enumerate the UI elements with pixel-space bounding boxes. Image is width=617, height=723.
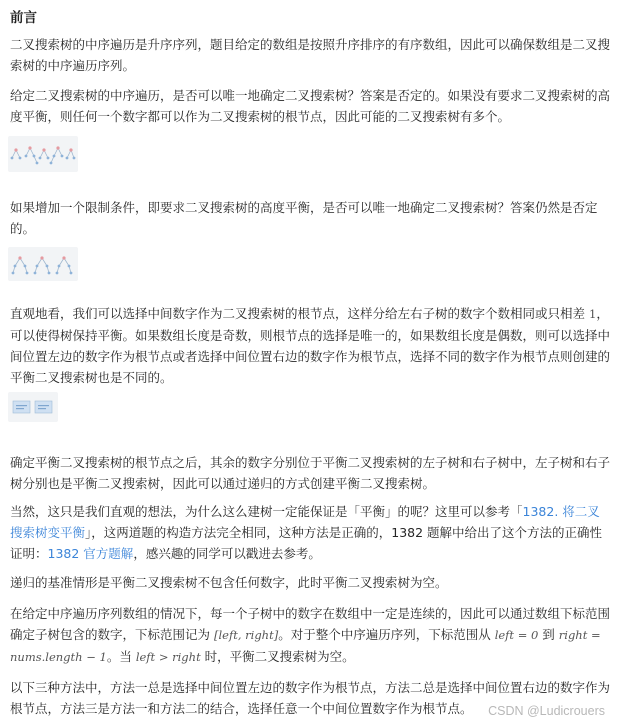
index-range-text-c: 到 (538, 627, 559, 642)
reference-text-c: ，感兴趣的同学可以戳进去参考。 (133, 546, 321, 561)
index-range-text-b: 。对于整个中序遍历序列，下标范围从 (278, 627, 495, 642)
middle-root-text-b: ，可以使得树保持平衡。如果数组长度是奇数，则根节点的选择是唯一的，如果数组长度是偶数，则可以选择中间位置左边的数字作为根节点或者选择中间位置右边的数字作为根节点，选择不同的数字作为根节点则创建的平衡二叉搜索树也是不同的。 (10, 306, 611, 385)
array-diagram-icon (8, 392, 58, 422)
math-one: 1 (588, 307, 597, 321)
paragraph-height-balance: 如果增加一个限制条件，即要求二叉搜索树的高度平衡，是否可以唯一地确定二叉搜索树？答案仍然是否定的。 (10, 200, 598, 236)
middle-root-text-a: 直观地看，我们可以选择中间数字作为二叉搜索树的根节点，这样分给左右子树的数字个数相同或只相差 (10, 306, 589, 321)
math-range: [left, right] (213, 628, 279, 642)
section-heading: 前言 (10, 10, 37, 26)
paragraph-reference (10, 501, 610, 564)
link-1382-official-solution[interactable]: 1382 官方题解 (47, 546, 134, 561)
tree-diagram-icon (8, 136, 78, 172)
link-1382-balance-bst[interactable]: 1382. 将二叉搜索树变平衡 (10, 504, 600, 540)
index-range-text-e: 时，平衡二叉搜索树为空。 (200, 649, 355, 664)
tree-diagram-thumbnail-2[interactable] (8, 247, 78, 281)
tree-diagram-icon (8, 247, 78, 281)
math-left-gt-right: left > right (135, 650, 201, 664)
paragraph-inorder: 二叉搜索树的中序遍历是升序序列，题目给定的数组是按照升序排序的有序数组，因此可以确保数组是二叉搜索树的中序遍历序列。 (10, 37, 611, 73)
paragraph-base-case: 递归的基准情形是平衡二叉搜索树不包含任何数字，此时平衡二叉搜索树为空。 (10, 575, 448, 590)
reference-text-b: 」，这两道题的构造方法完全相同，这种方法是正确的，1382 题解中给出了这个方法的正确性证明： (10, 525, 603, 561)
paragraph-three-methods: 以下三种方法中，方法一总是选择中间位置左边的数字作为根节点，方法二总是选择中间位置右边的数字作为根节点，方法三是方法一和方法二的结合，选择任意一个中间位置数字作为根节点。 (10, 680, 611, 716)
diagram-thumbnail-3[interactable] (8, 392, 58, 422)
reference-text-a: 当然，这只是我们直观的想法，为什么这么建树一定能保证是「平衡」的呢？这里可以参考「 (10, 504, 523, 519)
index-range-text-a: 在给定中序遍历序列数组的情况下，每一个子树中的数字在数组中一定是连续的，因此可以通过数组下标范围确定子树包含的数字，下标范围记为 (10, 606, 611, 642)
paragraph-index-range (10, 603, 610, 668)
math-right-length: right = nums.length − 1 (10, 628, 601, 664)
paragraph-uniqueness: 给定二叉搜索树的中序遍历，是否可以唯一地确定二叉搜索树？答案是否定的。如果没有要求二叉搜索树的高度平衡，则任何一个数字都可以作为二叉搜索树的根节点，因此可能的二叉搜索树有多个。 (10, 88, 611, 124)
paragraph-middle-root (10, 303, 610, 388)
tree-diagram-thumbnail-1[interactable] (8, 136, 78, 172)
csdn-watermark: CSDN @Ludicrouers (488, 704, 605, 718)
math-left-zero: left = 0 (494, 628, 539, 642)
paragraph-recursion: 确定平衡二叉搜索树的根节点之后，其余的数字分别位于平衡二叉搜索树的左子树和右子树中，左子树和右子树分别也是平衡二叉搜索树，因此可以通过递归的方式创建平衡二叉搜索树。 (10, 455, 611, 491)
index-range-text-d: 。当 (106, 649, 136, 664)
